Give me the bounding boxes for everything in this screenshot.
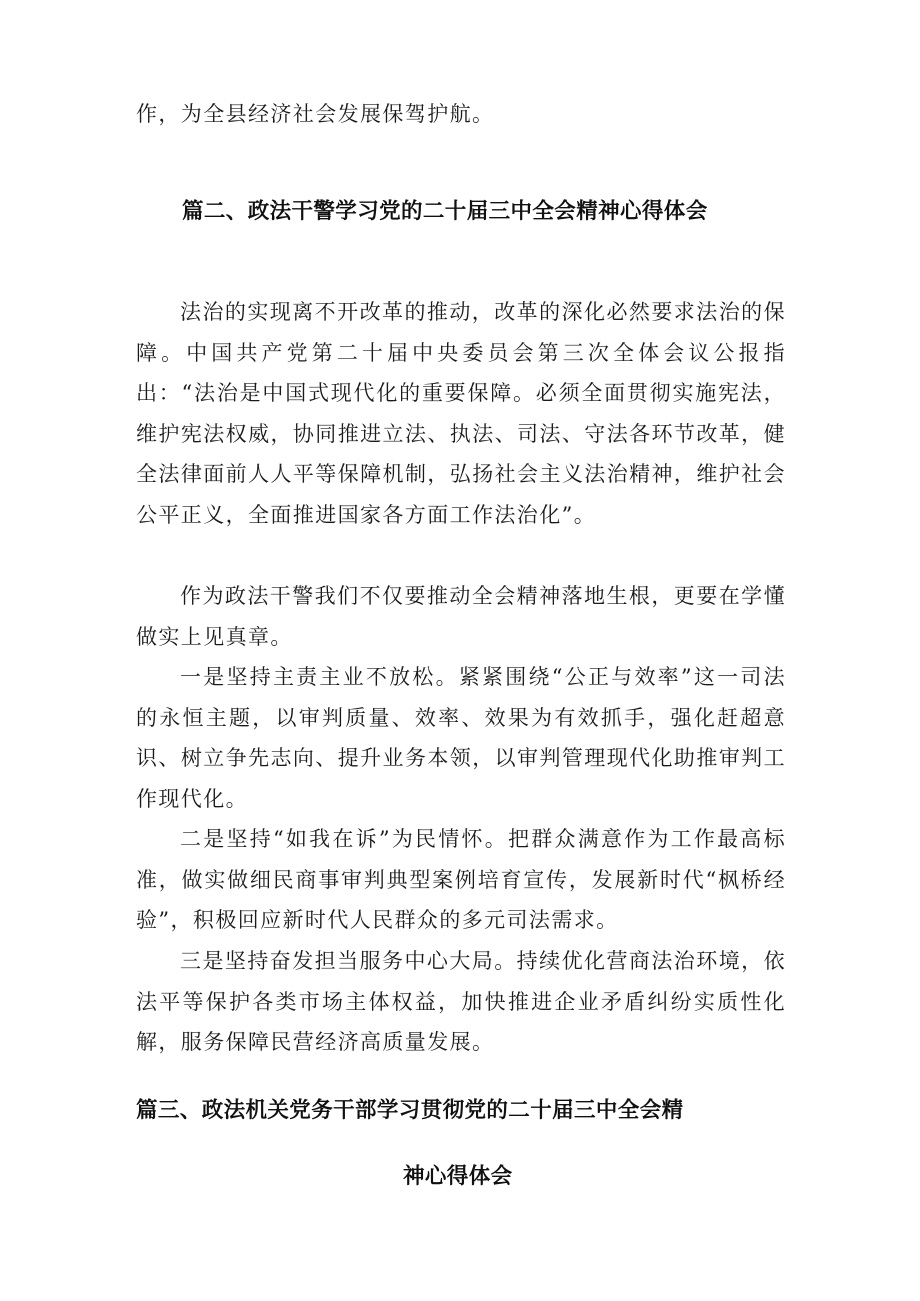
section-three-heading-line-2: 神心得体会 <box>403 1164 513 1189</box>
section-two-paragraph-3: 一是坚持主责主业不放松。紧紧围绕“公正与效率”这一司法的永恒主题，以审判质量、效率、效果为有效抓手，强化赶超意识、树立争先志向、提升业务本领，以审判管理现代化助推审判工作现代化。 <box>136 665 786 811</box>
section-two-paragraph-5: 三是坚持奋发担当服务中心大局。持续优化营商法治环境，依法平等保护各类市场主体权益，加快推进企业矛盾纠纷实质性化解，服务保障民营经济高质量发展。 <box>136 949 786 1055</box>
continuation-paragraph: 作，为全县经济社会发展保驾护航。 <box>136 102 495 126</box>
section-two-paragraph-2: 作为政法干警我们不仅要推动全会精神落地生根，更要在学懂做实上见真章。 <box>136 584 786 649</box>
section-two-paragraph-4: 二是坚持“如我在诉”为民情怀。把群众满意作为工作最高标准，做实做细民商事审判典型案例培育宣传，发展新时代“枫桥经验”，积极回应新时代人民群众的多元司法需求。 <box>136 827 786 933</box>
section-two-heading: 篇二、政法干警学习党的二十届三中全会精神心得体会 <box>182 199 708 224</box>
section-two-paragraph-1: 法治的实现离不开改革的推动，改革的深化必然要求法治的保障。中国共产党第二十届中央委员会第三次全体会议公报指出：“法治是中国式现代化的重要保障。必须全面贯彻实施宪法，维护宪法权威，协同推进立法、执法、司法、守法各环节改革，健全法律面前人人平等保障机制，弘扬社会主义法治精神，维护社会公平正义，全面推进国家各方面工作法治化”。 <box>136 300 786 527</box>
section-three-heading-line-1: 篇三、政法机关党务干部学习贯彻党的二十届三中全会精 <box>136 1098 684 1123</box>
